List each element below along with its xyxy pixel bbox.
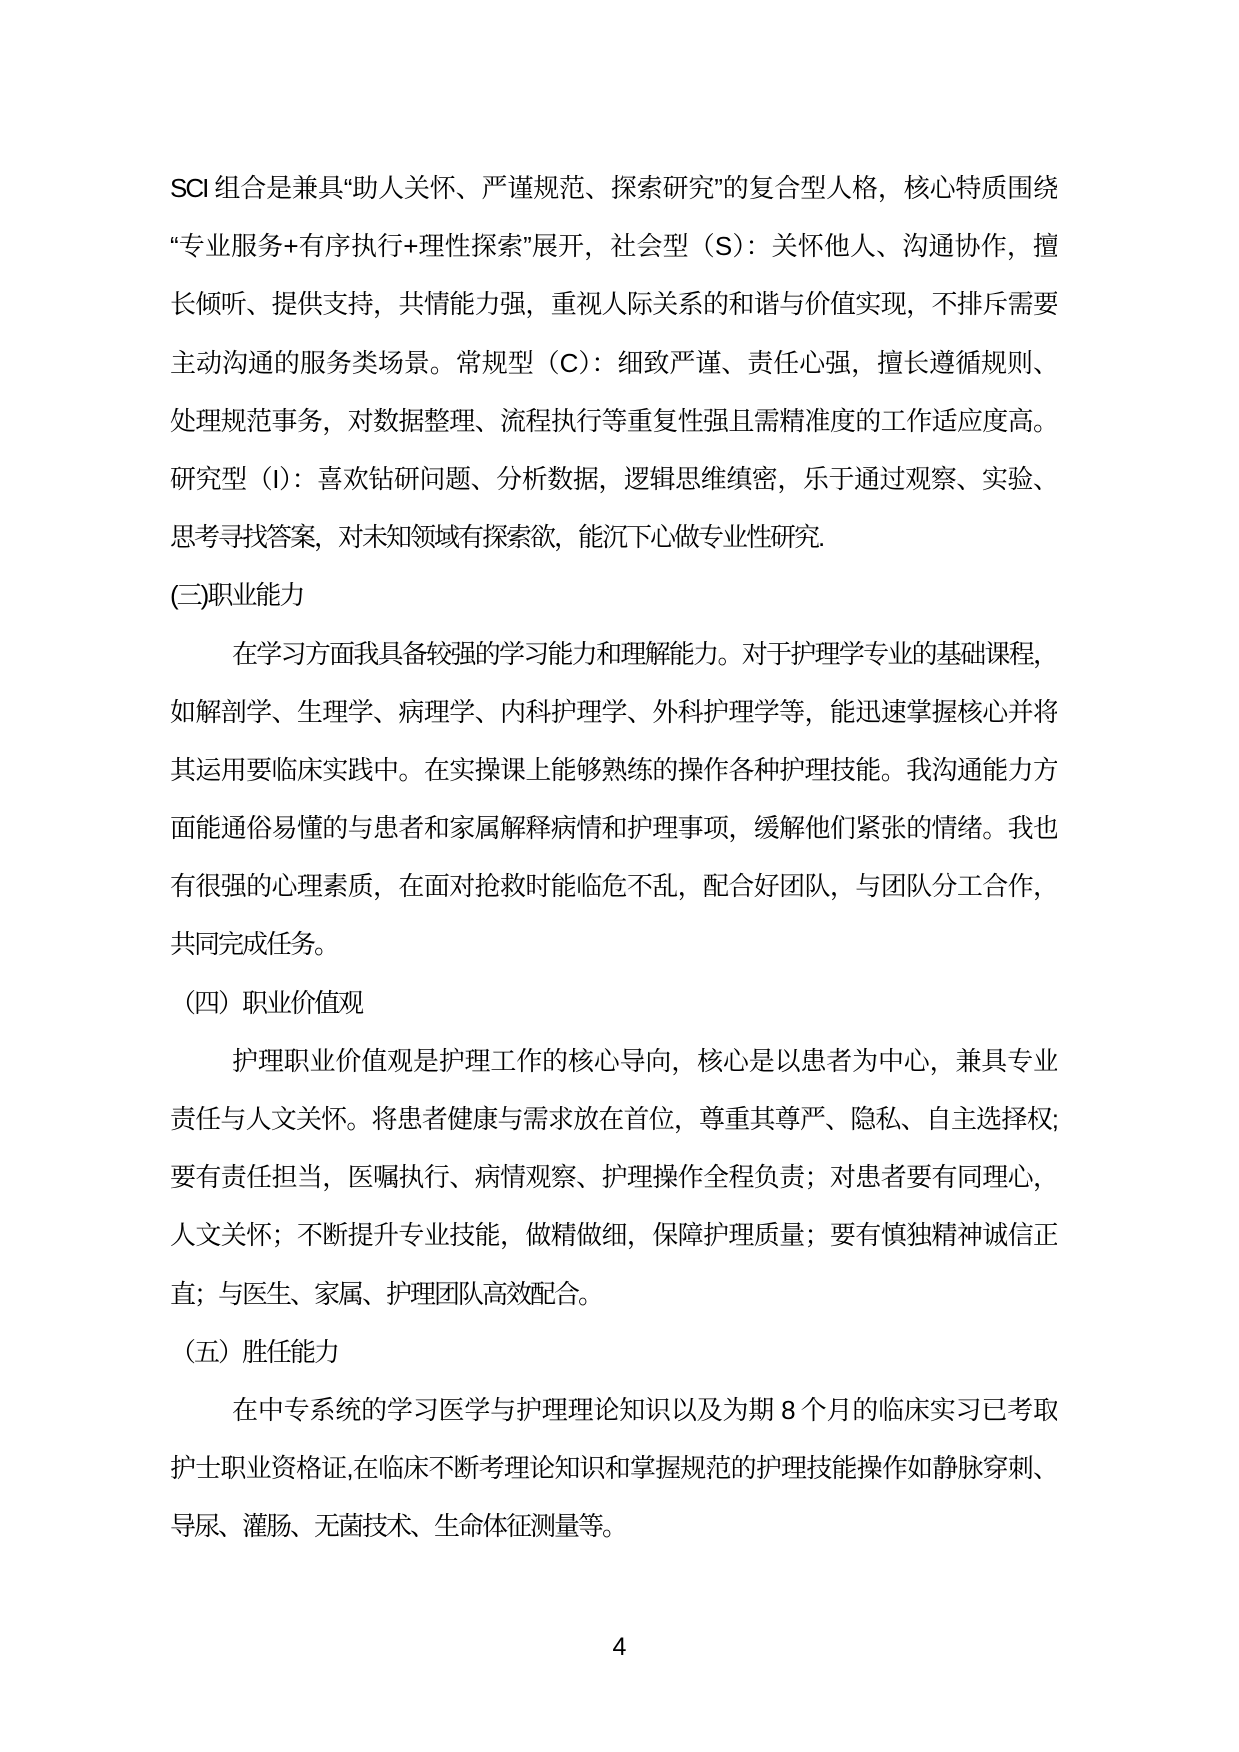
paragraph (170, 159, 1057, 566)
text-line: 处理规范事务，对数据整理、流程执行等重复性强且需精准度的工作适应度高。 (170, 405, 1057, 436)
document-content (170, 159, 1057, 1556)
text-line: 有很强的心理素质，在面对抢救时能临危不乱，配合好团队，与团队分工合作， (170, 871, 1057, 902)
section-heading (170, 1323, 1057, 1381)
paragraph (170, 1381, 1057, 1556)
section-heading (170, 566, 1057, 624)
text-line: 面能通俗易懂的与患者和家属解释病情和护理事项，缓解他们紧张的情绪。我也 (170, 813, 1057, 844)
text-line: (三)职业能力 (170, 580, 304, 611)
text-line: 人文关怀；不断提升专业技能，做精做细，保障护理质量；要有慎独精神诚信正 (170, 1220, 1057, 1251)
text-line: 研究型（I）：喜欢钻研问题、分析数据，逻辑思维缜密，乐于通过观察、实验、 (170, 463, 1057, 494)
page-number: 4 (612, 1633, 627, 1661)
paragraph (170, 625, 1057, 974)
text-line: 其运用要临床实践中。在实操课上能够熟练的操作各种护理技能。我沟通能力方 (170, 754, 1057, 785)
text-line: 护理职业价值观是护理工作的核心导向，核心是以患者为中心，兼具专业 (232, 1045, 1057, 1076)
text-line: 长倾听、提供支持，共情能力强，重视人际关系的和谐与价值实现，不排斥需要 (170, 289, 1057, 320)
paragraph (170, 1032, 1057, 1323)
text-line: 共同完成任务。 (170, 929, 339, 960)
text-line: 责任与人文关怀。将患者健康与需求放在首位，尊重其尊严、隐私、自主选择权; (170, 1104, 1057, 1134)
section-heading (170, 974, 1057, 1032)
text-line: 在中专系统的学习医学与护理理论知识以及为期 8 个月的临床实习已考取 (232, 1394, 1057, 1425)
text-line: 主动沟通的服务类场景。常规型（C）：细致严谨、责任心强，擅长遵循规则、 (170, 347, 1057, 378)
text-line: 直；与医生、家属、护理团队高效配合。 (170, 1278, 603, 1309)
text-line: 在学习方面我具备较强的学习能力和理解能力。对于护理学专业的基础课程， (232, 638, 1057, 669)
text-line: 要有责任担当，医嘱执行、病情观察、护理操作全程负责；对患者要有同理心， (170, 1162, 1057, 1193)
text-line: （五）胜任能力 (170, 1336, 339, 1367)
text-line: 如解剖学、生理学、病理学、内科护理学、外科护理学等，能迅速掌握核心并将 (170, 696, 1057, 727)
text-line: SCI 组合是兼具“助人关怀、严谨规范、探索研究”的复合型人格，核心特质围绕 (170, 173, 1057, 203)
text-line: “专业服务+有序执行+理性探索”展开，社会型（S）：关怀他人、沟通协作，擅 (170, 231, 1057, 262)
text-line: 思考寻找答案，对未知领域有探索欲，能沉下心做专业性研究. (170, 522, 824, 553)
text-line: 导尿、灌肠、无菌技术、生命体征测量等。 (170, 1511, 627, 1542)
text-line: 护士职业资格证,在临床不断考理论知识和掌握规范的护理技能操作如静脉穿刺、 (170, 1453, 1057, 1484)
text-line: （四）职业价值观 (170, 987, 363, 1018)
